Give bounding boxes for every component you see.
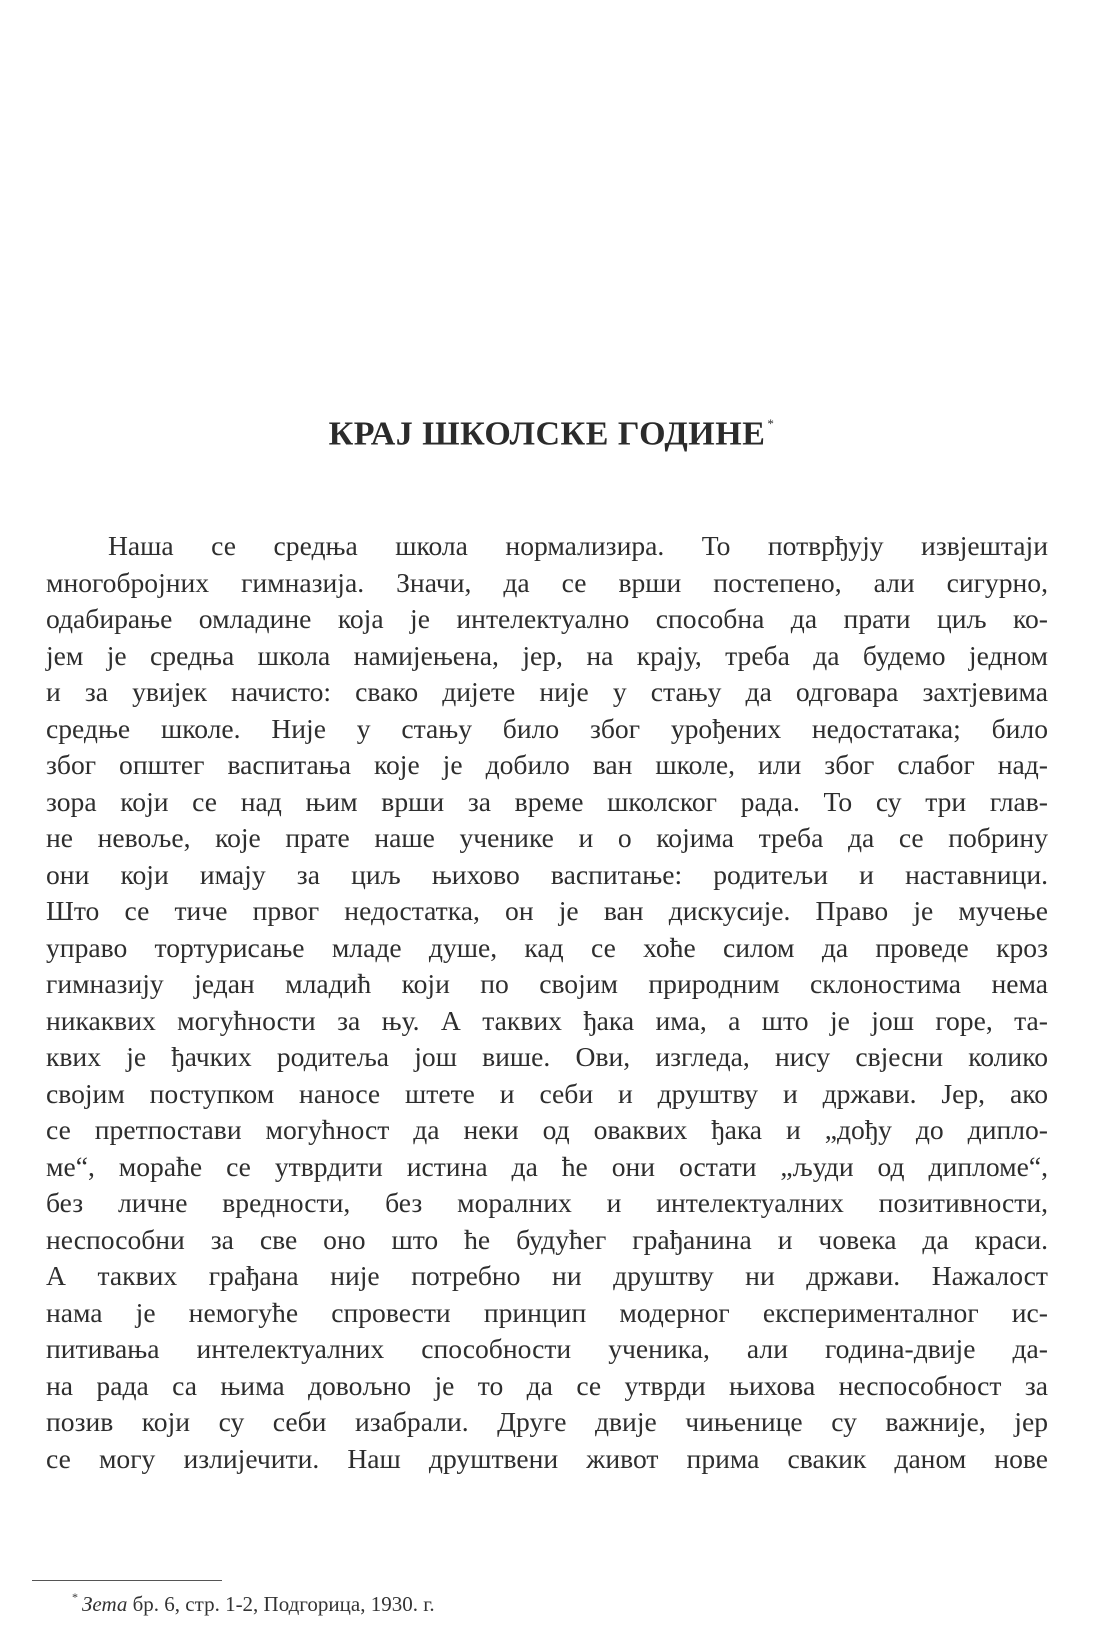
footnote-divider <box>32 1580 222 1581</box>
text-line: и за увијек начисто: свако дијете није у стању да одговара захтјевима <box>46 676 1048 707</box>
text-line: јем је средња школа намијењена, јер, на крају, треба да будемо једном <box>46 639 1048 671</box>
footnote-reference-mark: * <box>767 416 775 431</box>
text-line: својим поступком наносе штете и себи и друштву и држави. Јер, ако <box>46 1077 1048 1109</box>
footnote-details: бр. 6, стр. 1-2, Подгорица, 1930. г. <box>132 1592 435 1616</box>
chapter-title-text: КРАЈ ШКОЛСКЕ ГОДИНЕ <box>328 415 766 453</box>
text-line: на рада са њима довољно је то да се утврди њихова неспособност за <box>46 1369 1048 1401</box>
text-line: нама је немогуће спровести принцип модерног експерименталног ис- <box>46 1296 1048 1328</box>
footnote-mark: * <box>72 1590 78 1604</box>
text-line: средње школе. Није у стању било због урођених недостатака; било <box>46 712 1048 744</box>
text-line: управо тортурисање младе душе, кад се хоће силом да проведе кроз <box>46 931 1048 963</box>
text-line: Наша се средња школа нормализира. То потврђују извјештаји <box>108 530 1048 561</box>
text-line: многобројних гимназија. Значи, да се врши постепено, али сигурно, <box>46 566 1048 598</box>
text-line: се могу излијечити. Наш друштвени живот прима свакик даном нове <box>46 1442 1048 1474</box>
text-line: се претпостави могућност да неки од оваквих ђака и „дођу до дипло- <box>46 1114 1048 1145</box>
text-line: неспособни за све оно што ће будућег грађанина и човека да краси. <box>46 1223 1048 1255</box>
text-line: позив који су себи изабрали. Друге двије чињенице су важније, јер <box>46 1406 1048 1437</box>
text-line: квих је ђачких родитеља још више. Ови, изгледа, нису свјесни колико <box>46 1041 1048 1072</box>
text-line: они који имају за циљ њихово васпитање: родитељи и наставници. <box>46 858 1048 890</box>
text-line: одабирање омладине која је интелектуално способна да прати циљ ко- <box>46 603 1048 634</box>
footnote <box>72 1592 435 1617</box>
text-line: гимназију један младић који по својим природним склоностима нема <box>46 968 1048 999</box>
body-paragraph <box>46 528 1048 1477</box>
text-line: никаквих могућности за њу. А таквих ђака има, а што је још горе, та- <box>46 1004 1048 1036</box>
text-line: због општег васпитања које је добило ван школе, или због слабог над- <box>46 749 1048 780</box>
text-line: не невоље, које прате наше ученике и о којима треба да се побрину <box>46 822 1048 853</box>
text-line: зора који се над њим врши за време школског рада. То су три глав- <box>46 785 1048 817</box>
text-line: А таквих грађана није потребно ни друштву ни држави. Нажалост <box>46 1260 1048 1291</box>
footnote-source: Зета <box>82 1592 128 1616</box>
text-line: питивања интелектуалних способности ученика, али година-двије да- <box>46 1333 1048 1364</box>
text-line: Што се тиче првог недостатка, он је ван дискусије. Право је мучење <box>46 895 1048 926</box>
text-line: без личне вредности, без моралних и интелектуалних позитивности, <box>46 1187 1048 1218</box>
text-line: ме“, мораће се утврдити истина да ће они остати „људи од дипломе“, <box>46 1150 1048 1182</box>
chapter-title <box>0 408 1103 454</box>
